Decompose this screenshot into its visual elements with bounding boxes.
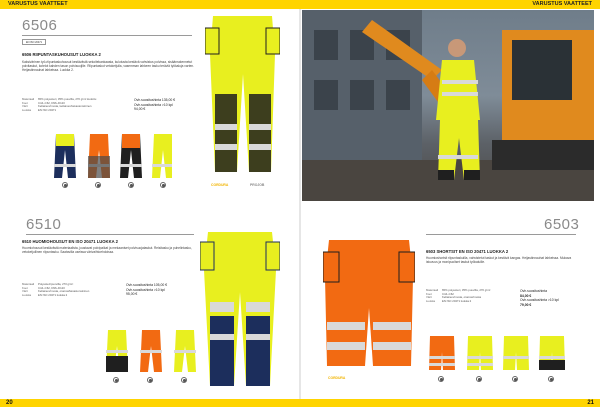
spec-row: Luokka EN ISO 20471 luokka 2 (22, 293, 68, 298)
spread-gutter (299, 9, 301, 399)
product-description: Kaksivärinen työ-riipuntaskuhousut kestävästä sekoitekankaasta, kulutusta kestävä vahvistus polvissa, sisäänrakennetut polvitaskut, kotelot kahden tason polvisuojille. Riipuntaskut vetoketjulla, vasemman lahkeen tasku teräviä työkaluja varten. Heijastinnauhat lahkeissa. Luokka 2. (22, 60, 195, 73)
spec-row: Luokka EN ISO 20471 luokka 2 (426, 299, 472, 304)
color-swatch[interactable] (181, 377, 187, 383)
code-underline (426, 234, 576, 235)
top-band (0, 0, 600, 9)
brand-label: PROJOB (250, 183, 265, 187)
cordura-logo: CORDURA (328, 376, 346, 380)
product-code: 6510 (26, 216, 62, 233)
variant-images (52, 134, 172, 180)
color-swatch[interactable] (160, 182, 166, 188)
color-swatch[interactable] (438, 376, 444, 382)
spec-list (22, 98, 132, 113)
product-description: Huomiohousut kestävästä materiaalista, joustavat polvipaikat ja mekaaniset polvisuojataskut. Reisitasku ja puhelintasku, vetoketjullinen riipuntasku. Saatavilla useissa värivaihtoehdoissa. (22, 246, 192, 255)
main-product-image (323, 238, 415, 372)
price-line: Ovh.suositushinta 135,00 € (134, 98, 176, 102)
spec-row: Materiaali Polyesteri/puuvilla, 270 g/m² (22, 282, 74, 286)
main-product-image (200, 230, 280, 390)
spec-list (22, 283, 132, 298)
color-swatch[interactable] (128, 182, 134, 188)
price-line: 94,00 € (134, 107, 146, 111)
spec-row: Materiaali 65% polyesteri, 35% puuvilla, 270 g/m² kudottu (22, 97, 97, 101)
header-left-label: VARUSTUS VAATTEET (8, 1, 68, 7)
spec-row: Luokka EN ISO 20471 (22, 108, 57, 113)
cordura-logo: CORDURA (211, 183, 229, 187)
color-swatch[interactable] (95, 182, 101, 188)
price-line: Ovh.suositushinta >10 kpl (520, 298, 559, 302)
page-number-right: 21 (587, 400, 594, 406)
price-line: Ovh.suositushinta >10 kpl (134, 102, 173, 107)
spec-row: Materiaali 65% polyesteri, 35% puuvilla, 270 g/m² (426, 288, 491, 292)
header-right-label: VARUSTUS VAATTEET (532, 1, 592, 7)
price-line: 84,00 € (520, 293, 532, 298)
price-line: Ovh.suositushinta >10 kpl (126, 287, 165, 292)
price-block (134, 98, 204, 112)
variant-images (104, 330, 200, 374)
product-title: 6503 SHORTSIT EN ISO 20471 LUOKKA 2 (426, 249, 509, 254)
product-code: 6503 (544, 216, 580, 233)
color-swatch[interactable] (113, 377, 119, 383)
product-code: 6506 (22, 17, 58, 34)
bottom-band (0, 399, 600, 407)
price-block (520, 289, 580, 307)
main-product-image (205, 14, 280, 174)
code-underline (22, 35, 192, 36)
price-line: 79,00 € (520, 302, 532, 307)
color-swatch[interactable] (62, 182, 68, 188)
product-title: 6506 RIIPUNTASKUHOUSUT LUOKKA 2 (22, 52, 101, 57)
variant-images (428, 336, 568, 372)
price-line: Ovh.suositushinta 105,00 € (126, 283, 168, 287)
price-line: Ovh.suositushinta (520, 289, 547, 293)
spec-list (426, 289, 521, 304)
color-swatch[interactable] (548, 376, 554, 382)
code-underline (26, 234, 194, 235)
spec-row: Koot C44–C62 (426, 291, 454, 296)
price-block (126, 283, 198, 297)
spec-row: Värit Keltainen/musta, oranssi/musta (426, 295, 482, 300)
spec-row: Värit Keltainen/musta, oranssi/laivastonsininen (22, 289, 90, 294)
spec-row: Koot C44–C62, D96–D120 (22, 285, 65, 290)
color-swatch[interactable] (147, 377, 153, 383)
product-title: 6510 HUOMIOHOUSUT EN ISO 20471 LUOKKA 2 (22, 239, 118, 244)
price-line: 95,00 € (126, 292, 138, 296)
page-number-left: 20 (6, 400, 13, 406)
spec-row: Koot C44–C62, D96–D120 (22, 100, 65, 105)
spec-row: Värit Keltainen/musta, keltainen/laivastonsininen (22, 104, 92, 109)
product-description: Huomioshortsit riipuntaskuilla, vahvistetut taskut ja kestävä kangas. Heijastinnauhat lahkeissa. Mukava istuvuus ja monipuoliset taskut työkaluille. (426, 256, 572, 265)
color-swatch[interactable] (476, 376, 482, 382)
worker-excavator-photo (302, 10, 594, 201)
standard-badge: EN ISO 20471 (22, 39, 46, 45)
color-swatch[interactable] (512, 376, 518, 382)
